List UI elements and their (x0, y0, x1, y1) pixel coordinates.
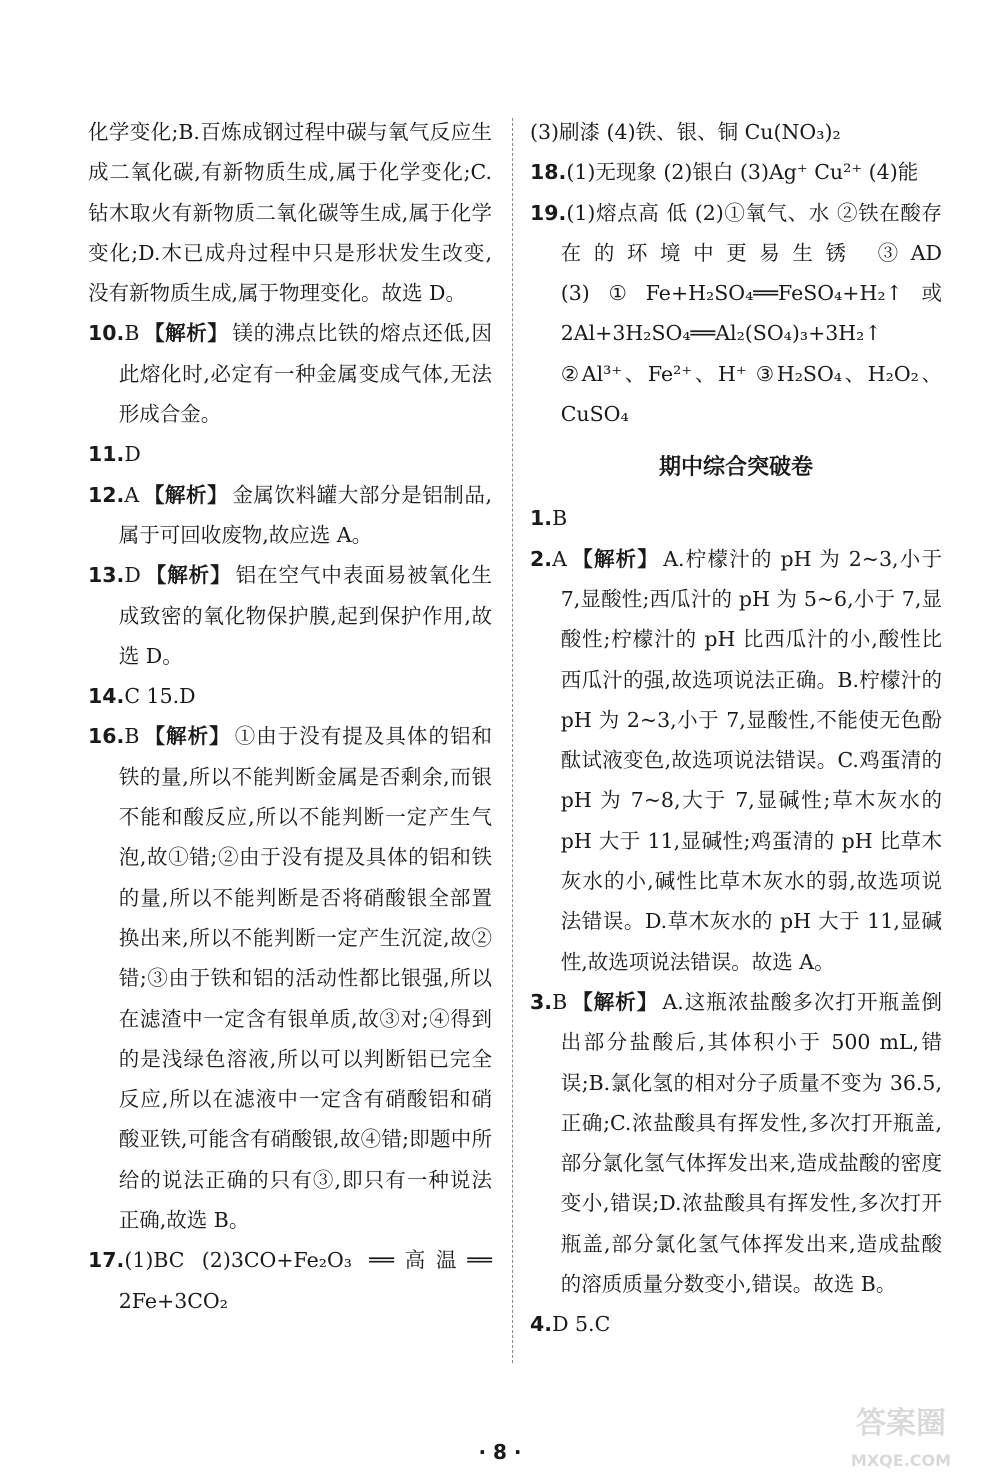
answer-text: (1)BC (2)3CO+Fe₂O₃ ══高温══ 2Fe+3CO₂ (118, 1248, 492, 1313)
answer-text: 铝在空气中表面易被氧化生成致密的氧化物保护膜,起到保护作用,故选 D。 (118, 563, 493, 668)
answer-item (88, 313, 492, 434)
answer-text: A.这瓶浓盐酸多次打开瓶盖倒出部分盐酸后,其体积小于 500 mL,错误;B.氯化氢的相对分子质量不变为 36.5,正确;C.浓盐酸具有挥发性,多次打开瓶盖,部分氯化氢气体挥发出来,造成盐酸的密度变小,错误;D.浓盐酸具有挥发性,多次打开瓶盖,部分氯化氢气体挥发出来,造成盐酸的溶质质量分数变小,错误。故选 B。 (560, 989, 943, 1297)
watermark-url: MXQE.COM (850, 1451, 952, 1470)
answer-choice: B (124, 321, 140, 346)
answer-item (530, 539, 942, 982)
answer-choice: A (552, 546, 567, 571)
question-number: 19. (530, 200, 567, 225)
answer-item (530, 152, 942, 192)
answer-item (88, 676, 492, 716)
answer-item (530, 193, 942, 435)
question-number: 3. (530, 989, 553, 1014)
right-top-answers (530, 112, 942, 434)
analysis-tag: 【解析】 (143, 724, 231, 749)
answer-choice: B (552, 989, 568, 1014)
answer-text: (3)刷漆 (4)铁、银、铜 Cu(NO₃)₂ (530, 120, 841, 144)
answer-text: 化学变化;B.百炼成钢过程中碳与氧气反应生成二氧化碳,有新物质生成,属于化学变化;C.钻木取火有新物质二氧化碳等生成,属于化学变化;D.木已成舟过程中只是形状发生改变,没有新物质生成,属于物理变化。故选 D。 (88, 120, 492, 306)
answer-text: 金属饮料罐大部分是铝制品,属于可回收废物,故应选 A。 (118, 482, 493, 547)
answer-item (88, 716, 492, 1240)
analysis-tag: 【解析】 (144, 563, 232, 588)
answer-text: (1)无现象 (2)银白 (3)Ag⁺ Cu²⁺ (4)能 (566, 160, 919, 185)
answer-text: D 5.C (552, 1312, 611, 1337)
analysis-tag: 【解析】 (570, 546, 660, 571)
answer-item (88, 475, 492, 556)
watermark (826, 1406, 976, 1470)
answer-text: ①由于没有提及具体的铝和铁的量,所以不能判断金属是否剩余,而银不能和酸反应,所以不能判断一定产生气泡,故①错;②由于没有提及具体的铝和铁的量,所以不能判断是否将硝酸银全部置换出来,所以不能判断一定产生沉淀,故②错;③由于铁和铝的活动性都比银强,所以在滤渣中一定含有银单质,故③对;④得到的是浅绿色溶液,所以可以判断铝已完全反应,所以在滤液中一定含有硝酸铝和硝酸亚铁,可能含有硝酸银,故④错;即题中所给的说法正确的只有③,即只有一种说法正确,故选 B。 (118, 724, 493, 1233)
answer-item (88, 1240, 492, 1321)
answer-text: B (552, 506, 568, 531)
question-number: 10. (88, 321, 125, 346)
answer-item (530, 498, 942, 538)
answer-item (530, 1304, 942, 1344)
question-number: 17. (88, 1248, 125, 1273)
answer-text: A.柠檬汁的 pH 为 2~3,小于 7,显酸性;西瓜汁的 pH 为 5~6,小于 7,显酸性;柠檬汁的 pH 比西瓜汁的小,酸性比西瓜汁的强,故选项说法正确。B.柠檬汁的 pH 为 2~3,小于 7,显酸性,不能使无色酚酞试液变色,故选项说法错误。C.鸡蛋清的 pH 为 7~8,大于 7,显碱性;草木灰水的 pH 大于 11,显碱性;鸡蛋清的 pH 比草木灰水的小,碱性比草木灰水的弱,故选项说法错误。D.草木灰水的 pH 大于 11,显碱性,故选项说法错误。故选 A。 (560, 546, 942, 974)
right-column (530, 112, 942, 1345)
answer-choice: A (124, 482, 140, 507)
answer-item (530, 982, 942, 1304)
answer-text: D (124, 442, 141, 467)
answer-choice: D (124, 563, 141, 588)
answer-item (88, 434, 492, 474)
answer-item (88, 112, 492, 313)
question-number: 1. (530, 506, 553, 531)
question-number: 2. (530, 546, 553, 571)
question-number: 4. (530, 1312, 553, 1337)
analysis-tag: 【解析】 (143, 321, 229, 346)
right-bottom-answers (530, 498, 942, 1344)
page-number: · 8 · (478, 1440, 522, 1464)
question-number: 13. (88, 563, 125, 588)
question-number: 12. (88, 482, 125, 507)
answer-text: (1)熔点高 低 (2)①氧气、水 ②铁在酸存在的环境中更易生锈 ③AD (3)①Fe+H₂SO₄══FeSO₄+H₂↑或2Al+3H₂SO₄══Al₂(SO₄)₃+3H₂↑ ②Al³⁺、Fe²⁺、H⁺ ③H₂SO₄、H₂O₂、CuSO₄ (560, 200, 942, 427)
answer-text: 镁的沸点比铁的熔点还低,因此熔化时,必定有一种金属变成气体,无法形成合金。 (118, 321, 493, 427)
left-column (88, 112, 492, 1321)
question-number: 18. (530, 160, 567, 185)
question-number: 11. (88, 442, 125, 467)
analysis-tag: 【解析】 (571, 989, 659, 1014)
answer-text: C 15.D (124, 684, 196, 709)
answer-item (88, 555, 492, 676)
analysis-tag: 【解析】 (143, 482, 229, 507)
question-number: 16. (88, 724, 125, 749)
watermark-logo: 答案圈 (856, 1406, 946, 1441)
column-divider (512, 118, 513, 1363)
answer-choice: B (124, 724, 140, 749)
section-title: 期中综合突破卷 (658, 455, 813, 481)
answer-item (530, 112, 942, 152)
question-number: 14. (88, 684, 125, 709)
